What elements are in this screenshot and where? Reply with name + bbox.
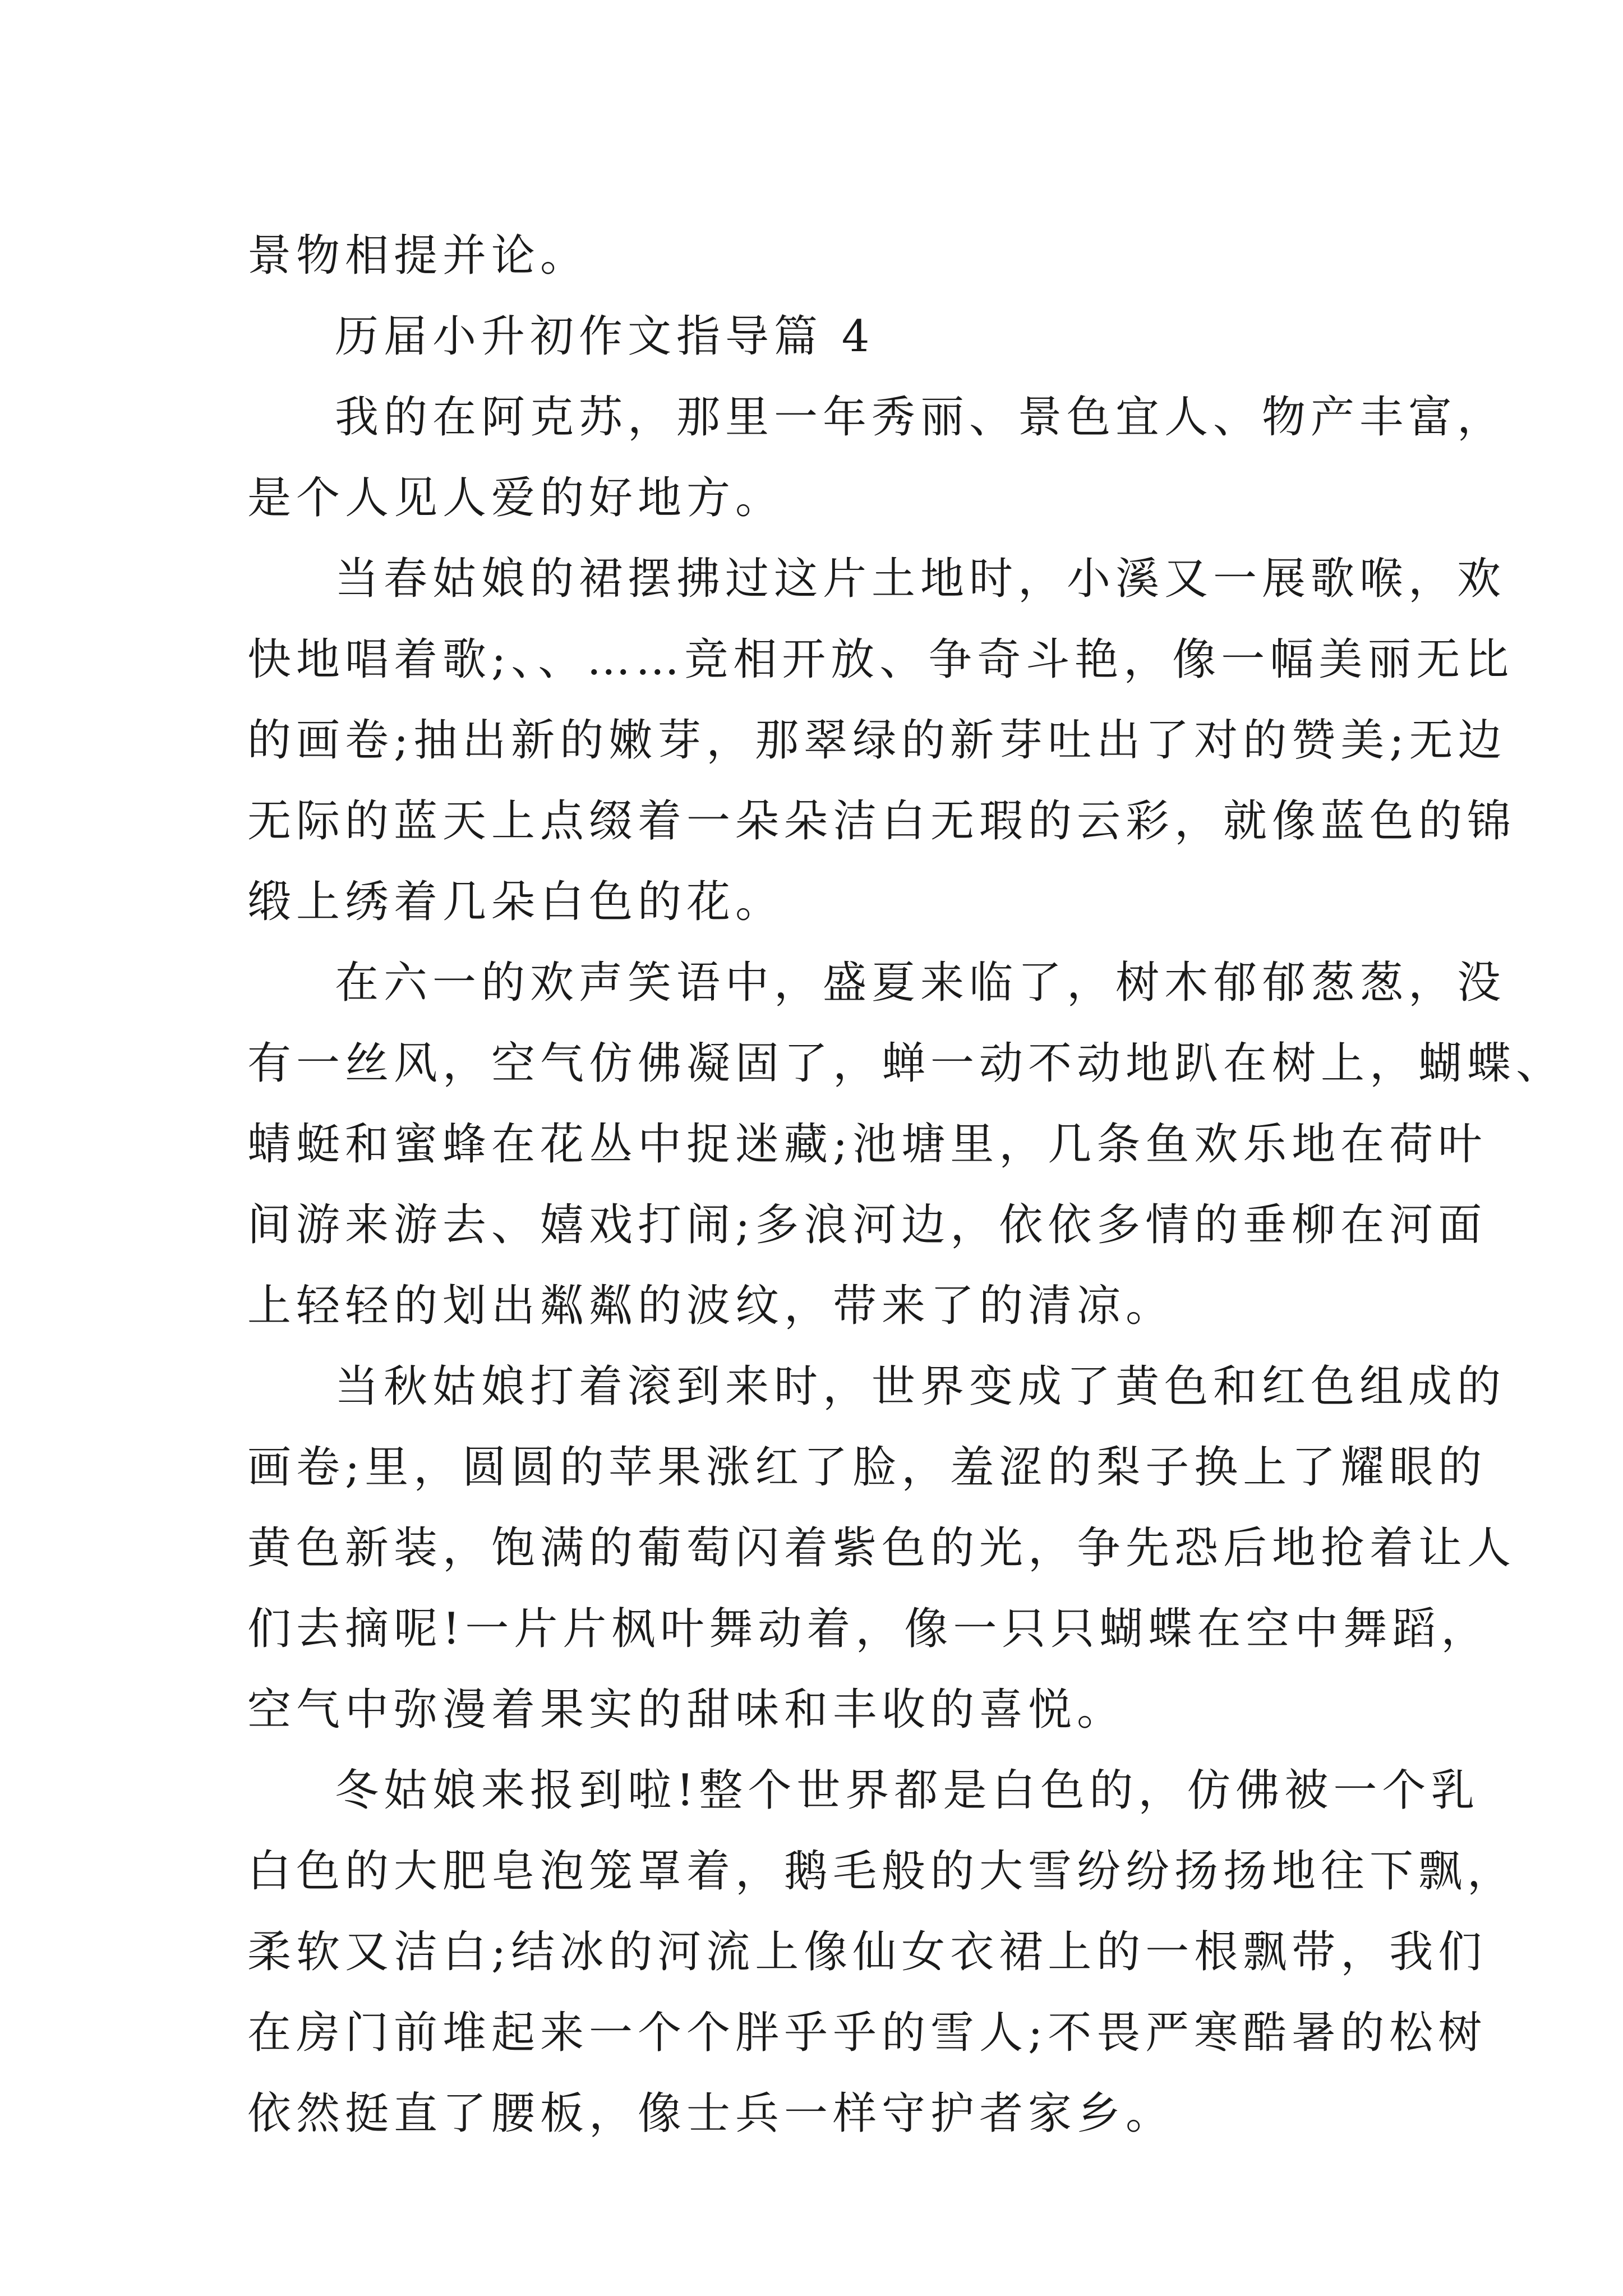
text-line: 柔软又洁白;结冰的河流上像仙女衣裙上的一根飘带，我们: [247, 1927, 1487, 1977]
text-line: 画卷;里，圆圆的苹果涨红了脸，羞涩的梨子换上了耀眼的: [247, 1442, 1487, 1493]
text-line: 我的在阿克苏，那里一年秀丽、景色宜人、物产丰富，: [335, 392, 1506, 443]
text-line: 快地唱着歌;、、……竞相开放、争奇斗艳，像一幅美丽无比: [247, 634, 1514, 685]
article-body: [247, 215, 1565, 2154]
section-heading: 历届小升初作文指导篇 4: [335, 311, 875, 362]
text-line: 缎上绣着几朵白色的花。: [247, 877, 785, 927]
text-line: 空气中弥漫着果实的甜味和丰收的喜悦。: [247, 1685, 1126, 1735]
text-line: 依然挺直了腰板，像士兵一样守护者家乡。: [247, 2088, 1175, 2139]
text-line: 景物相提并论。: [247, 231, 589, 281]
text-line: 们去摘呢!一片片枫叶舞动着，像一只只蝴蝶在空中舞蹈，: [247, 1604, 1490, 1654]
text-line: 在房门前堆起来一个个胖乎乎的雪人;不畏严寒酷暑的松树: [247, 2008, 1487, 2058]
text-line: 当秋姑娘打着滚到来时，世界变成了黄色和红色组成的: [335, 1361, 1506, 1412]
text-line: 间游来游去、嬉戏打闹;多浪河边，依依多情的垂柳在河面: [247, 1200, 1487, 1250]
text-line: 黄色新装，饱满的葡萄闪着紫色的光，争先恐后地抢着让人: [247, 1523, 1516, 1573]
text-line: 是个人见人爱的好地方。: [247, 473, 785, 523]
text-line: 有一丝风，空气仿佛凝固了，蝉一动不动地趴在树上，蝴蝶、: [247, 1038, 1565, 1089]
text-line: 冬姑娘来报到啦!整个世界都是白色的，仿佛被一个乳: [335, 1765, 1480, 1816]
text-line: 无际的蓝天上点缀着一朵朵洁白无瑕的云彩，就像蓝色的锦: [247, 796, 1516, 846]
text-line: 蜻蜓和蜜蜂在花丛中捉迷藏;池塘里，几条鱼欢乐地在荷叶: [247, 1119, 1487, 1170]
text-line: 在六一的欢声笑语中，盛夏来临了，树木郁郁葱葱，没: [335, 958, 1506, 1008]
text-line: 的画卷;抽出新的嫩芽，那翠绿的新芽吐出了对的赞美;无边: [247, 715, 1507, 766]
text-line: 上轻轻的划出粼粼的波纹，带来了的清凉。: [247, 1281, 1175, 1331]
text-line: 当春姑娘的裙摆拂过这片土地时，小溪又一展歌喉，欢: [335, 554, 1506, 604]
text-line: 白色的大肥皂泡笼罩着，鹅毛般的大雪纷纷扬扬地往下飘，: [247, 1846, 1516, 1897]
